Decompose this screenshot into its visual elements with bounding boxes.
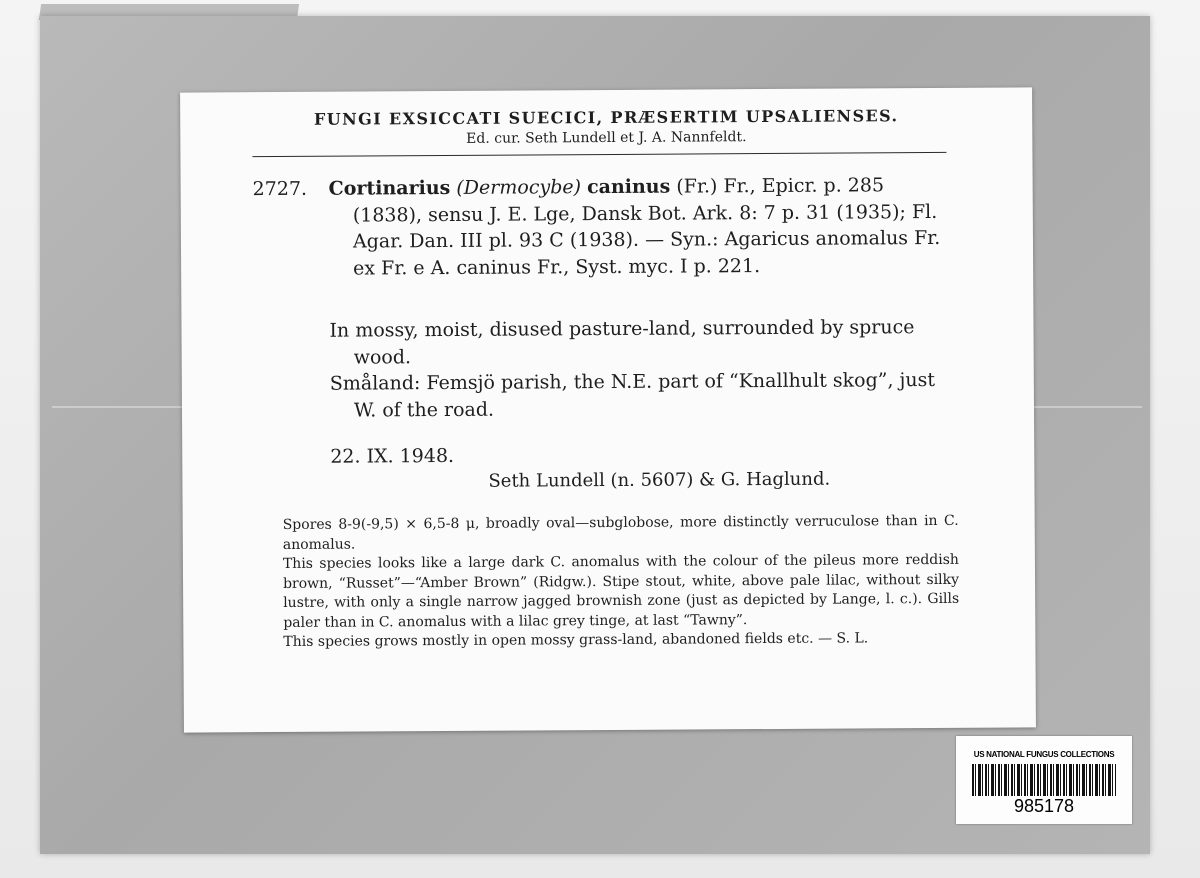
taxon-epithet: caninus xyxy=(586,175,671,199)
barcode-number: 985178 xyxy=(1013,796,1075,816)
barcode-caption: US NATIONAL FUNGUS COLLECTIONS xyxy=(973,750,1115,759)
taxon-subgenus: (Dermocybe) xyxy=(456,176,582,199)
taxon-citation xyxy=(329,172,954,282)
notes-block xyxy=(283,512,960,653)
taxon-reference: (Fr.) Fr., Epicr. p. 285 (1838), sensu J. E. Lge, Dansk Bot. Ark. 8: 7 p. 31 (1935); Fl. Agar. Dan. III pl. 93 C (1938). — Syn.: xyxy=(352,174,938,253)
note-description: This species looks like a large dark C. anomalus with the colour of the pileus more reddish brown, “Russet”—“Amber Brown” (Ridgw.). Stipe stout, white, above pale lilac, without silky lustre, with only a single narrow jagged brownish zone (just as depicted by Lange, l. c.). Gills paler than in C. anomalus with a lilac grey tinge, at last “Tawny”. xyxy=(282,551,960,631)
collectors: Seth Lundell (n. 5607) & G. Haglund. xyxy=(488,468,831,492)
series-title: FUNGI EXSICCATI SUECICI, PRÆSERTIM UPSALIENSES. xyxy=(313,106,899,129)
taxon-entry xyxy=(329,172,954,282)
barcode-label xyxy=(956,736,1132,824)
specimen-number: 2727. xyxy=(252,177,308,201)
taxon-synonym: Agaricus anomalus Fr. ex Fr. e A. caninus Fr., Syst. myc. I p. 221. xyxy=(353,226,941,280)
header-rule xyxy=(252,152,946,157)
specimen-label xyxy=(180,87,1036,732)
series-editors: Ed. cur. Seth Lundell et J. A. Nannfeldt. xyxy=(466,129,747,147)
habitat-description: In mossy, moist, disused pasture-land, surrounded by spruce wood. xyxy=(329,316,915,369)
note-habitat: This species grows mostly in open mossy grass-land, abandoned fields etc. — S. L. xyxy=(283,630,869,650)
habitat-block xyxy=(329,314,954,424)
locality: Småland: Femsjö parish, the N.E. part of “Knallhult skog”, just W. of the road. xyxy=(329,369,936,422)
collection-date: 22. IX. 1948. xyxy=(330,444,455,468)
barcode-icon xyxy=(972,764,1116,796)
taxon-genus: Cortinarius xyxy=(328,176,451,200)
note-spores: Spores 8-9(-9,5) × 6,5-8 μ, broadly oval—subglobose, more distinctly verruculose than in C. anomalus. xyxy=(282,512,959,553)
